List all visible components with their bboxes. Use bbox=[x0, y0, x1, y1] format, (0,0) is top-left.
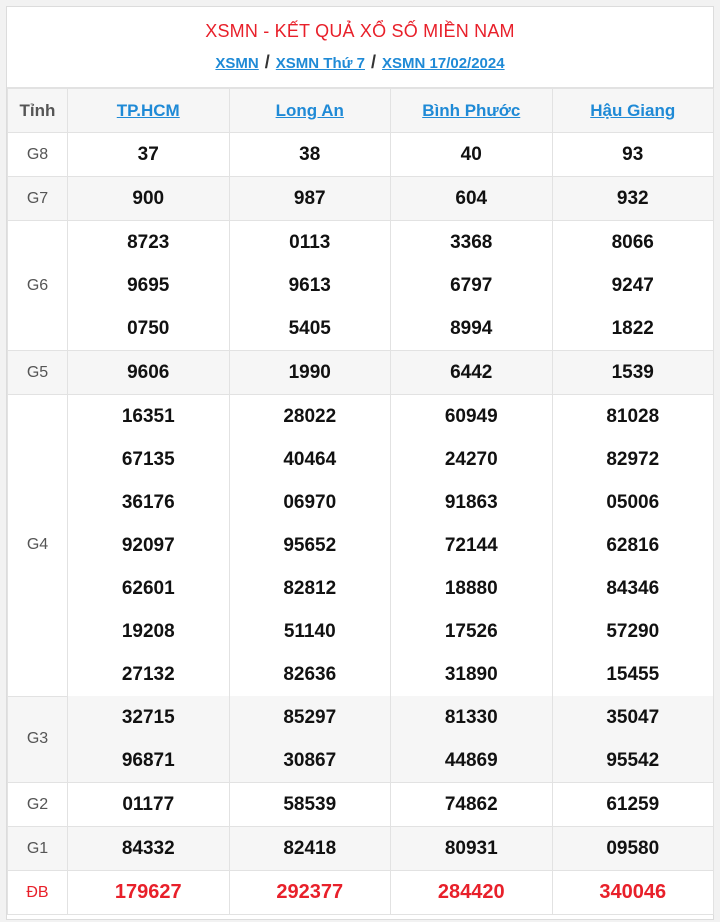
result-number: 32715 bbox=[68, 696, 230, 739]
result-number: 44869 bbox=[391, 739, 553, 783]
prize-row-g4 bbox=[8, 438, 714, 481]
result-number: 0750 bbox=[68, 307, 230, 351]
prize-label-g5: G5 bbox=[8, 351, 68, 395]
result-number: 17526 bbox=[391, 610, 553, 653]
result-number: 900 bbox=[68, 177, 230, 221]
results-table bbox=[7, 88, 714, 915]
result-number: 93 bbox=[552, 133, 714, 177]
prize-label-g6: G6 bbox=[8, 221, 68, 351]
result-number: 62601 bbox=[68, 567, 230, 610]
result-number: 27132 bbox=[68, 653, 230, 696]
prize-label-g4: G4 bbox=[8, 395, 68, 697]
breadcrumb-link-weekday[interactable]: XSMN Thứ 7 bbox=[275, 55, 365, 72]
result-number: 92097 bbox=[68, 524, 230, 567]
result-number: 9606 bbox=[68, 351, 230, 395]
province-header-cell bbox=[68, 89, 230, 133]
result-number: 24270 bbox=[391, 438, 553, 481]
result-number: 9695 bbox=[68, 264, 230, 307]
prize-label-g3: G3 bbox=[8, 696, 68, 783]
prize-label-g7: G7 bbox=[8, 177, 68, 221]
result-number: 82972 bbox=[552, 438, 714, 481]
breadcrumb-separator: / bbox=[370, 52, 376, 72]
prize-row-g4 bbox=[8, 524, 714, 567]
result-number: 80931 bbox=[391, 827, 553, 871]
result-number: 1539 bbox=[552, 351, 714, 395]
result-number: 179627 bbox=[68, 871, 230, 915]
result-number: 72144 bbox=[391, 524, 553, 567]
breadcrumb-link-date[interactable]: XSMN 17/02/2024 bbox=[382, 55, 505, 72]
result-number: 36176 bbox=[68, 481, 230, 524]
prize-row-g6 bbox=[8, 307, 714, 351]
result-number: 932 bbox=[552, 177, 714, 221]
result-number: 81330 bbox=[391, 696, 553, 739]
province-link-binh-phuoc[interactable]: Bình Phước bbox=[422, 100, 521, 120]
prize-row-g8 bbox=[8, 133, 714, 177]
table-header-row bbox=[8, 89, 714, 133]
result-number: 91863 bbox=[391, 481, 553, 524]
result-number: 58539 bbox=[229, 783, 391, 827]
result-number: 6442 bbox=[391, 351, 553, 395]
prize-label-g8: G8 bbox=[8, 133, 68, 177]
result-number: 19208 bbox=[68, 610, 230, 653]
result-number: 67135 bbox=[68, 438, 230, 481]
prize-row-g5 bbox=[8, 351, 714, 395]
prize-row-g4 bbox=[8, 653, 714, 696]
result-number: 60949 bbox=[391, 395, 553, 439]
result-number: 9613 bbox=[229, 264, 391, 307]
prize-label-g2: G2 bbox=[8, 783, 68, 827]
prize-row-g4 bbox=[8, 610, 714, 653]
province-header-cell bbox=[229, 89, 391, 133]
result-number: 95542 bbox=[552, 739, 714, 783]
result-number: 284420 bbox=[391, 871, 553, 915]
result-number: 40464 bbox=[229, 438, 391, 481]
prize-row-g6 bbox=[8, 264, 714, 307]
result-number: 57290 bbox=[552, 610, 714, 653]
result-number: 30867 bbox=[229, 739, 391, 783]
result-number: 01177 bbox=[68, 783, 230, 827]
breadcrumb bbox=[7, 52, 713, 73]
province-link-long-an[interactable]: Long An bbox=[275, 100, 344, 120]
province-column-header: Tỉnh bbox=[8, 89, 68, 133]
province-header-cell bbox=[391, 89, 553, 133]
result-number: 62816 bbox=[552, 524, 714, 567]
result-number: 604 bbox=[391, 177, 553, 221]
result-number: 31890 bbox=[391, 653, 553, 696]
breadcrumb-separator: / bbox=[264, 52, 270, 72]
prize-row-g7 bbox=[8, 177, 714, 221]
result-number: 82812 bbox=[229, 567, 391, 610]
prize-label-g1: G1 bbox=[8, 827, 68, 871]
result-number: 1822 bbox=[552, 307, 714, 351]
result-number: 40 bbox=[391, 133, 553, 177]
result-number: 85297 bbox=[229, 696, 391, 739]
result-number: 35047 bbox=[552, 696, 714, 739]
result-number: 09580 bbox=[552, 827, 714, 871]
result-number: 51140 bbox=[229, 610, 391, 653]
prize-row-g3 bbox=[8, 696, 714, 739]
result-number: 38 bbox=[229, 133, 391, 177]
result-number: 340046 bbox=[552, 871, 714, 915]
result-number: 61259 bbox=[552, 783, 714, 827]
prize-row-db bbox=[8, 871, 714, 915]
result-number: 18880 bbox=[391, 567, 553, 610]
result-number: 81028 bbox=[552, 395, 714, 439]
result-number: 96871 bbox=[68, 739, 230, 783]
result-number: 8723 bbox=[68, 221, 230, 265]
result-number: 292377 bbox=[229, 871, 391, 915]
results-panel bbox=[6, 6, 714, 920]
result-number: 0113 bbox=[229, 221, 391, 265]
prize-row-g4 bbox=[8, 395, 714, 439]
result-number: 6797 bbox=[391, 264, 553, 307]
result-number: 5405 bbox=[229, 307, 391, 351]
result-number: 28022 bbox=[229, 395, 391, 439]
result-number: 84332 bbox=[68, 827, 230, 871]
prize-row-g4 bbox=[8, 481, 714, 524]
result-number: 84346 bbox=[552, 567, 714, 610]
province-link-tphcm[interactable]: TP.HCM bbox=[116, 100, 180, 120]
result-number: 8994 bbox=[391, 307, 553, 351]
result-number: 15455 bbox=[552, 653, 714, 696]
result-number: 82636 bbox=[229, 653, 391, 696]
result-number: 82418 bbox=[229, 827, 391, 871]
result-number: 05006 bbox=[552, 481, 714, 524]
result-number: 1990 bbox=[229, 351, 391, 395]
result-number: 3368 bbox=[391, 221, 553, 265]
result-number: 8066 bbox=[552, 221, 714, 265]
results-header bbox=[7, 7, 713, 88]
result-number: 9247 bbox=[552, 264, 714, 307]
prize-row-g4 bbox=[8, 567, 714, 610]
prize-label-db: ĐB bbox=[8, 871, 68, 915]
breadcrumb-link-xsmn[interactable]: XSMN bbox=[215, 55, 259, 72]
prize-row-g6 bbox=[8, 221, 714, 265]
result-number: 16351 bbox=[68, 395, 230, 439]
result-number: 37 bbox=[68, 133, 230, 177]
prize-row-g2 bbox=[8, 783, 714, 827]
result-number: 987 bbox=[229, 177, 391, 221]
page-title: XSMN - KẾT QUẢ XỔ SỐ MIỀN NAM bbox=[205, 21, 515, 41]
province-link-hau-giang[interactable]: Hậu Giang bbox=[590, 100, 676, 120]
province-header-cell bbox=[552, 89, 714, 133]
prize-row-g1 bbox=[8, 827, 714, 871]
prize-row-g3 bbox=[8, 739, 714, 783]
result-number: 74862 bbox=[391, 783, 553, 827]
result-number: 95652 bbox=[229, 524, 391, 567]
results-body bbox=[8, 133, 714, 915]
result-number: 06970 bbox=[229, 481, 391, 524]
